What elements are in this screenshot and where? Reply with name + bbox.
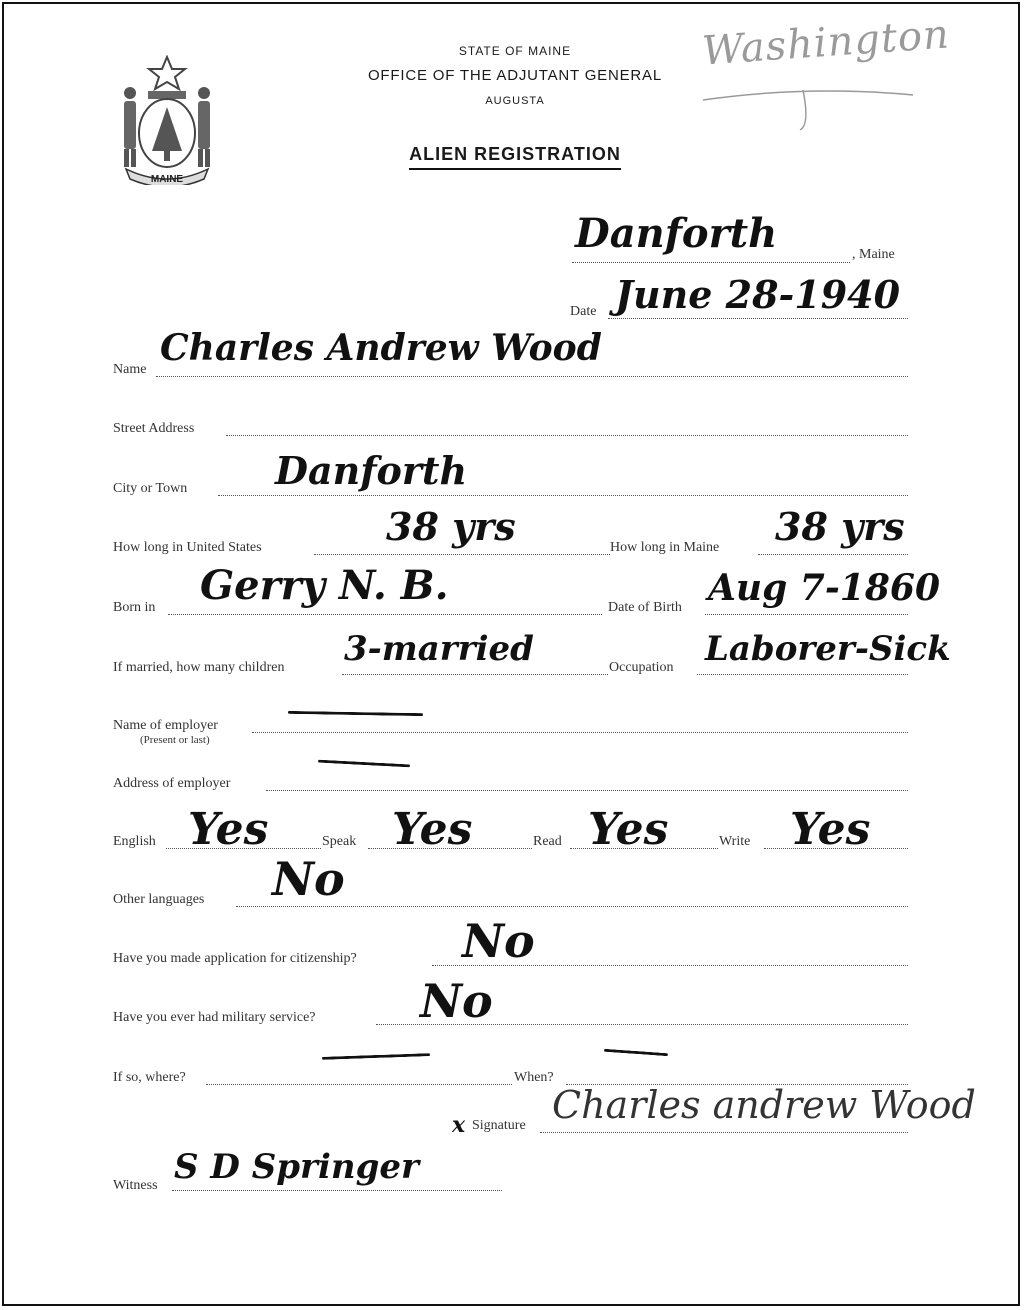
- occupation-value: Laborer-Sick: [705, 629, 951, 669]
- years-maine-value: 38 yrs: [775, 504, 905, 549]
- signature-mark: x: [452, 1112, 466, 1138]
- name-dots: [156, 376, 908, 377]
- maine-label: , Maine: [852, 247, 895, 262]
- town-value: Danforth: [575, 210, 778, 257]
- date-dots: [608, 318, 908, 319]
- name-label: Name: [113, 362, 147, 377]
- years-maine-label: How long in Maine: [610, 540, 720, 555]
- speak-value: Yes: [392, 804, 473, 855]
- years-maine-dots: [758, 554, 908, 555]
- svg-text:MAINE: MAINE: [150, 174, 184, 185]
- witness-value: S D Springer: [174, 1147, 419, 1187]
- employer-label: Name of employer: [113, 718, 218, 733]
- speak-label: Speak: [322, 834, 357, 849]
- date-of-birth-value: Aug 7-1860: [708, 567, 940, 609]
- maine-state-seal-icon: [112, 55, 222, 185]
- city-label: City or Town: [113, 481, 188, 496]
- office-heading: OFFICE OF THE ADJUTANT GENERAL: [367, 67, 663, 84]
- occupation-label: Occupation: [609, 660, 674, 675]
- date-label: Date: [570, 304, 597, 319]
- date-value: June 28-1940: [615, 272, 901, 317]
- employer-address-dots: [266, 790, 908, 791]
- years-us-dots: [314, 554, 610, 555]
- military-label: Have you ever had military service?: [113, 1010, 316, 1025]
- children-label: If married, how many children: [113, 660, 285, 675]
- read-value: Yes: [588, 804, 669, 855]
- street-address-dots: [226, 435, 908, 436]
- witness-label: Witness: [113, 1178, 158, 1193]
- town-dots: [572, 262, 850, 263]
- other-languages-value: No: [272, 852, 345, 906]
- occupation-dots: [697, 674, 908, 675]
- military-value: No: [420, 974, 493, 1028]
- where-label: If so, where?: [113, 1070, 186, 1085]
- street-address-label: Street Address: [113, 421, 195, 436]
- form-title: ALIEN REGISTRATION: [300, 144, 730, 165]
- signature-label: Signature: [472, 1118, 526, 1133]
- born-in-label: Born in: [113, 600, 156, 615]
- date-of-birth-label: Date of Birth: [608, 600, 682, 615]
- other-languages-label: Other languages: [113, 892, 205, 907]
- children-value: 3-married: [344, 629, 534, 669]
- employer-address-label: Address of employer: [113, 776, 231, 791]
- county-annotation: Washington: [700, 11, 952, 75]
- citizenship-value: No: [462, 914, 535, 968]
- years-us-value: 38 yrs: [386, 504, 516, 549]
- city-heading: AUGUSTA: [485, 95, 545, 107]
- county-flourish: [698, 55, 918, 135]
- born-in-dots: [168, 614, 602, 615]
- signature-value: Charles andrew Wood: [552, 1083, 976, 1127]
- citizenship-label: Have you made application for citizenship?: [113, 951, 357, 966]
- read-label: Read: [533, 834, 562, 849]
- name-value: Charles Andrew Wood: [160, 327, 602, 369]
- english-label: English: [113, 834, 156, 849]
- where-dots: [206, 1084, 512, 1085]
- write-value: Yes: [790, 804, 871, 855]
- years-us-label: How long in United States: [113, 540, 262, 555]
- city-value: Danforth: [275, 448, 468, 493]
- city-dots: [218, 495, 908, 496]
- other-languages-dots: [236, 906, 908, 907]
- employer-dots: [252, 732, 908, 733]
- born-in-value: Gerry N. B.: [200, 562, 449, 609]
- signature-dots: [540, 1132, 908, 1133]
- english-value: Yes: [188, 804, 269, 855]
- children-dots: [342, 674, 608, 675]
- witness-dots: [172, 1190, 502, 1191]
- employer-note: (Present or last): [140, 734, 210, 746]
- date-of-birth-dots: [705, 614, 908, 615]
- state-heading: STATE OF MAINE: [458, 44, 572, 58]
- write-label: Write: [719, 834, 751, 849]
- when-label: When?: [514, 1070, 554, 1085]
